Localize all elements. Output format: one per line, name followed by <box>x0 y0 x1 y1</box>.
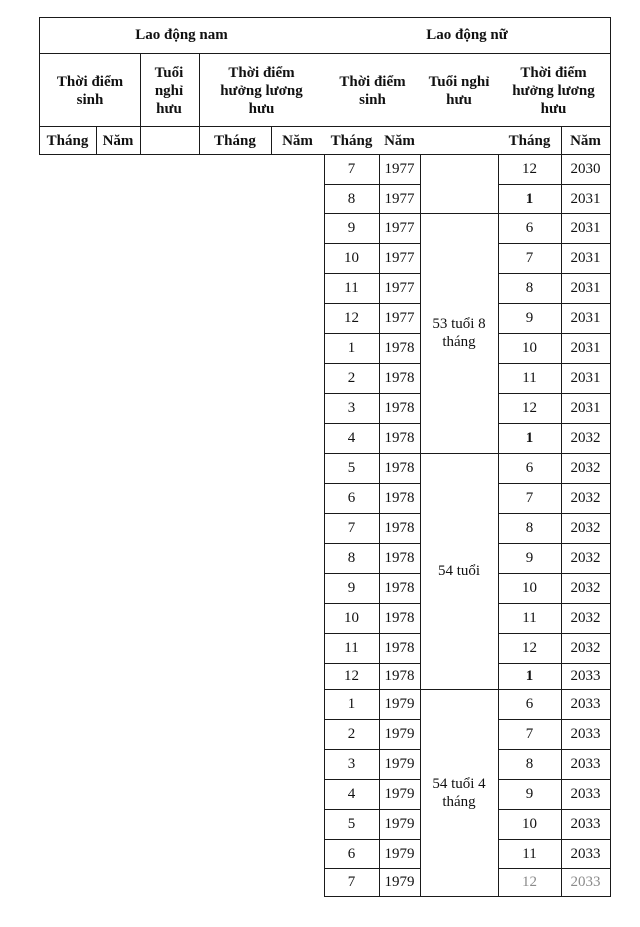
row-rule <box>498 513 610 514</box>
pension-year-cell: 2032 <box>570 550 601 566</box>
birth-year-cell: 1978 <box>384 640 415 656</box>
male-birth-year-header: Năm <box>102 133 134 149</box>
row-rule <box>324 303 420 304</box>
pension-year-cell: 2032 <box>570 490 601 506</box>
row-rule <box>498 809 610 810</box>
row-rule <box>498 868 610 869</box>
row-rule <box>324 393 420 394</box>
birth-year-cell: 1979 <box>384 874 415 890</box>
age-group-cell: 53 tuổi 8 tháng <box>432 316 486 350</box>
birth-month-cell: 5 <box>347 816 356 832</box>
age-group-cell: 54 tuổi 4 tháng <box>432 775 486 810</box>
column-rule <box>324 154 325 897</box>
pension-year-cell: 2033 <box>570 786 601 802</box>
row-rule <box>324 243 420 244</box>
birth-month-cell: 11 <box>344 640 359 656</box>
row-rule <box>498 453 610 454</box>
female-group-header: Lao động nữ <box>426 27 508 43</box>
birth-year-cell: 1978 <box>384 370 415 386</box>
pension-year-cell: 2031 <box>570 190 601 207</box>
pension-month-cell: 9 <box>525 550 534 566</box>
row-rule <box>324 633 420 634</box>
birth-month-cell: 1 <box>347 340 356 356</box>
row-rule <box>498 543 610 544</box>
birth-year-cell: 1979 <box>384 756 415 772</box>
row-rule <box>498 393 610 394</box>
female-pension-month-header: Tháng <box>508 133 551 149</box>
row-rule <box>324 839 420 840</box>
female-birth-year-header: Năm <box>384 133 415 149</box>
row-rule <box>498 689 610 690</box>
birth-year-cell: 1977 <box>384 280 415 296</box>
row-rule <box>324 573 420 574</box>
pension-month-cell: 8 <box>525 280 534 296</box>
birth-year-cell: 1978 <box>384 460 415 476</box>
row-rule <box>498 333 610 334</box>
birth-month-cell: 12 <box>344 310 359 326</box>
row-rule <box>324 896 420 897</box>
birth-year-cell: 1979 <box>384 726 415 742</box>
pension-year-cell: 2030 <box>570 161 601 177</box>
row-rule <box>498 363 610 364</box>
row-rule <box>498 573 610 574</box>
age-group-cell <box>420 154 498 213</box>
row-rule <box>498 273 610 274</box>
pension-year-cell: 2033 <box>570 696 601 712</box>
birth-year-cell: 1979 <box>384 816 415 832</box>
male-retire-age-header: Tuổi nghỉ hưu <box>154 64 184 117</box>
male-pension-year-header: Năm <box>282 133 313 149</box>
row-rule <box>498 633 610 634</box>
column-rule <box>379 154 380 897</box>
birth-year-cell: 1978 <box>384 340 415 356</box>
row-rule <box>324 749 420 750</box>
female-retire-age-header: Tuổi nghỉ hưu <box>428 73 490 108</box>
pension-year-cell: 2032 <box>570 430 601 446</box>
birth-year-cell: 1977 <box>384 161 415 177</box>
birth-year-cell: 1978 <box>384 668 415 684</box>
pension-year-cell: 2031 <box>570 340 601 356</box>
pension-month-cell: 12 <box>522 400 537 416</box>
birth-year-cell: 1978 <box>384 610 415 626</box>
female-birth-time-header: Thời điểm sinh <box>339 73 406 108</box>
birth-month-cell: 10 <box>344 610 359 626</box>
male-birth-time-header: Thời điểm sinh <box>56 73 124 108</box>
pension-year-cell: 2032 <box>570 520 601 536</box>
row-rule <box>324 423 420 424</box>
age-group-cell: 54 tuổi <box>437 563 481 579</box>
birth-month-cell: 2 <box>347 726 356 742</box>
pension-month-cell: 8 <box>525 756 534 772</box>
pension-month-cell: 9 <box>525 310 534 326</box>
row-rule <box>498 663 610 664</box>
birth-year-cell: 1977 <box>384 190 415 207</box>
female-pension-year-header: Năm <box>570 133 601 149</box>
pension-month-cell: 8 <box>525 520 534 536</box>
male-pension-time-header: Thời điểm hưởng lương hưu <box>220 64 303 117</box>
pension-month-cell: 7 <box>525 490 534 506</box>
rule <box>140 53 141 155</box>
birth-month-cell: 6 <box>347 490 356 506</box>
rule <box>610 17 611 155</box>
pension-year-cell: 2033 <box>570 845 601 862</box>
row-rule <box>324 333 420 334</box>
pension-year-cell: 2033 <box>570 726 601 742</box>
row-rule <box>324 809 420 810</box>
pension-year-cell: 2033 <box>570 668 601 684</box>
row-rule <box>324 513 420 514</box>
birth-month-cell: 7 <box>347 161 356 177</box>
row-rule <box>498 749 610 750</box>
birth-month-cell: 3 <box>347 756 356 772</box>
birth-year-cell: 1979 <box>384 696 415 712</box>
pension-month-cell: 10 <box>522 340 537 356</box>
pension-month-cell: 1 <box>525 190 534 207</box>
row-rule <box>498 779 610 780</box>
row-rule <box>498 213 610 214</box>
male-pension-month-header: Tháng <box>214 133 256 149</box>
birth-year-cell: 1977 <box>384 220 415 236</box>
pension-month-cell: 6 <box>525 220 534 236</box>
birth-month-cell: 3 <box>347 400 356 416</box>
birth-month-cell: 7 <box>347 520 356 536</box>
rule <box>39 126 610 127</box>
rule <box>39 53 610 54</box>
row-rule <box>324 543 420 544</box>
birth-year-cell: 1978 <box>384 490 415 506</box>
row-rule <box>498 719 610 720</box>
pension-month-cell: 12 <box>522 161 537 177</box>
row-rule <box>324 363 420 364</box>
row-rule <box>498 423 610 424</box>
birth-month-cell: 8 <box>347 190 356 207</box>
pension-month-cell: 11 <box>522 610 537 626</box>
rule <box>96 126 97 155</box>
rule <box>39 17 610 18</box>
birth-year-cell: 1977 <box>384 310 415 326</box>
birth-month-cell: 4 <box>347 430 356 446</box>
pension-year-cell: 2032 <box>570 610 601 626</box>
pension-year-cell: 2031 <box>570 250 601 266</box>
pension-month-cell: 6 <box>525 460 534 476</box>
row-rule <box>324 603 420 604</box>
column-rule <box>498 154 499 897</box>
pension-month-cell: 11 <box>522 370 537 386</box>
row-rule <box>498 896 610 897</box>
row-rule <box>498 243 610 244</box>
pension-year-cell: 2032 <box>570 580 601 596</box>
birth-month-cell: 5 <box>347 460 356 476</box>
male-group-header: Lao động nam <box>135 27 228 43</box>
birth-year-cell: 1978 <box>384 580 415 596</box>
birth-year-cell: 1979 <box>384 845 415 862</box>
birth-year-cell: 1978 <box>384 550 415 566</box>
row-rule <box>498 603 610 604</box>
row-rule <box>498 839 610 840</box>
birth-month-cell: 2 <box>347 370 356 386</box>
column-rule <box>420 154 421 897</box>
rule <box>271 126 272 155</box>
row-rule <box>498 483 610 484</box>
birth-year-cell: 1979 <box>384 786 415 802</box>
birth-month-cell: 9 <box>347 580 356 596</box>
pension-year-cell: 2033 <box>570 874 601 890</box>
pension-month-cell: 1 <box>525 430 534 446</box>
pension-year-cell: 2031 <box>570 220 601 236</box>
male-birth-month-header: Tháng <box>46 133 89 149</box>
birth-year-cell: 1978 <box>384 430 415 446</box>
birth-year-cell: 1978 <box>384 400 415 416</box>
birth-year-cell: 1978 <box>384 520 415 536</box>
pension-month-cell: 12 <box>522 874 537 890</box>
birth-month-cell: 1 <box>347 696 356 712</box>
birth-month-cell: 6 <box>347 845 356 862</box>
column-rule <box>610 154 611 897</box>
female-birth-month-header: Tháng <box>330 133 373 149</box>
birth-month-cell: 4 <box>347 786 356 802</box>
row-rule <box>324 453 420 454</box>
birth-month-cell: 8 <box>347 550 356 566</box>
pension-year-cell: 2031 <box>570 280 601 296</box>
pension-month-cell: 12 <box>522 640 537 656</box>
pension-month-cell: 9 <box>525 786 534 802</box>
pension-year-cell: 2032 <box>570 640 601 656</box>
pension-month-cell: 7 <box>525 726 534 742</box>
birth-year-cell: 1977 <box>384 250 415 266</box>
birth-month-cell: 10 <box>344 250 359 266</box>
pension-year-cell: 2032 <box>570 460 601 476</box>
row-rule <box>324 273 420 274</box>
row-rule <box>324 689 420 690</box>
row-rule <box>324 719 420 720</box>
pension-month-cell: 7 <box>525 250 534 266</box>
pension-month-cell: 10 <box>522 580 537 596</box>
pension-month-cell: 6 <box>525 696 534 712</box>
rule <box>561 126 562 155</box>
row-rule <box>324 868 420 869</box>
column-rule <box>561 154 562 897</box>
birth-month-cell: 9 <box>347 220 356 236</box>
group-rule <box>420 896 498 897</box>
pension-year-cell: 2033 <box>570 756 601 772</box>
birth-month-cell: 7 <box>347 874 356 890</box>
birth-month-cell: 12 <box>344 668 359 684</box>
row-rule <box>324 483 420 484</box>
pension-year-cell: 2031 <box>570 400 601 416</box>
pension-month-cell: 1 <box>525 668 534 684</box>
row-rule <box>324 663 420 664</box>
pension-month-cell: 11 <box>522 845 537 862</box>
rule <box>199 53 200 155</box>
row-rule <box>324 184 420 185</box>
pension-month-cell: 10 <box>522 816 537 832</box>
row-rule <box>324 779 420 780</box>
female-pension-time-header: Thời điểm hưởng lương hưu <box>512 64 595 117</box>
row-rule <box>498 303 610 304</box>
rule <box>39 17 40 155</box>
row-rule <box>498 184 610 185</box>
pension-year-cell: 2031 <box>570 310 601 326</box>
birth-month-cell: 11 <box>344 280 359 296</box>
pension-year-cell: 2031 <box>570 370 601 386</box>
row-rule <box>324 213 420 214</box>
pension-year-cell: 2033 <box>570 816 601 832</box>
